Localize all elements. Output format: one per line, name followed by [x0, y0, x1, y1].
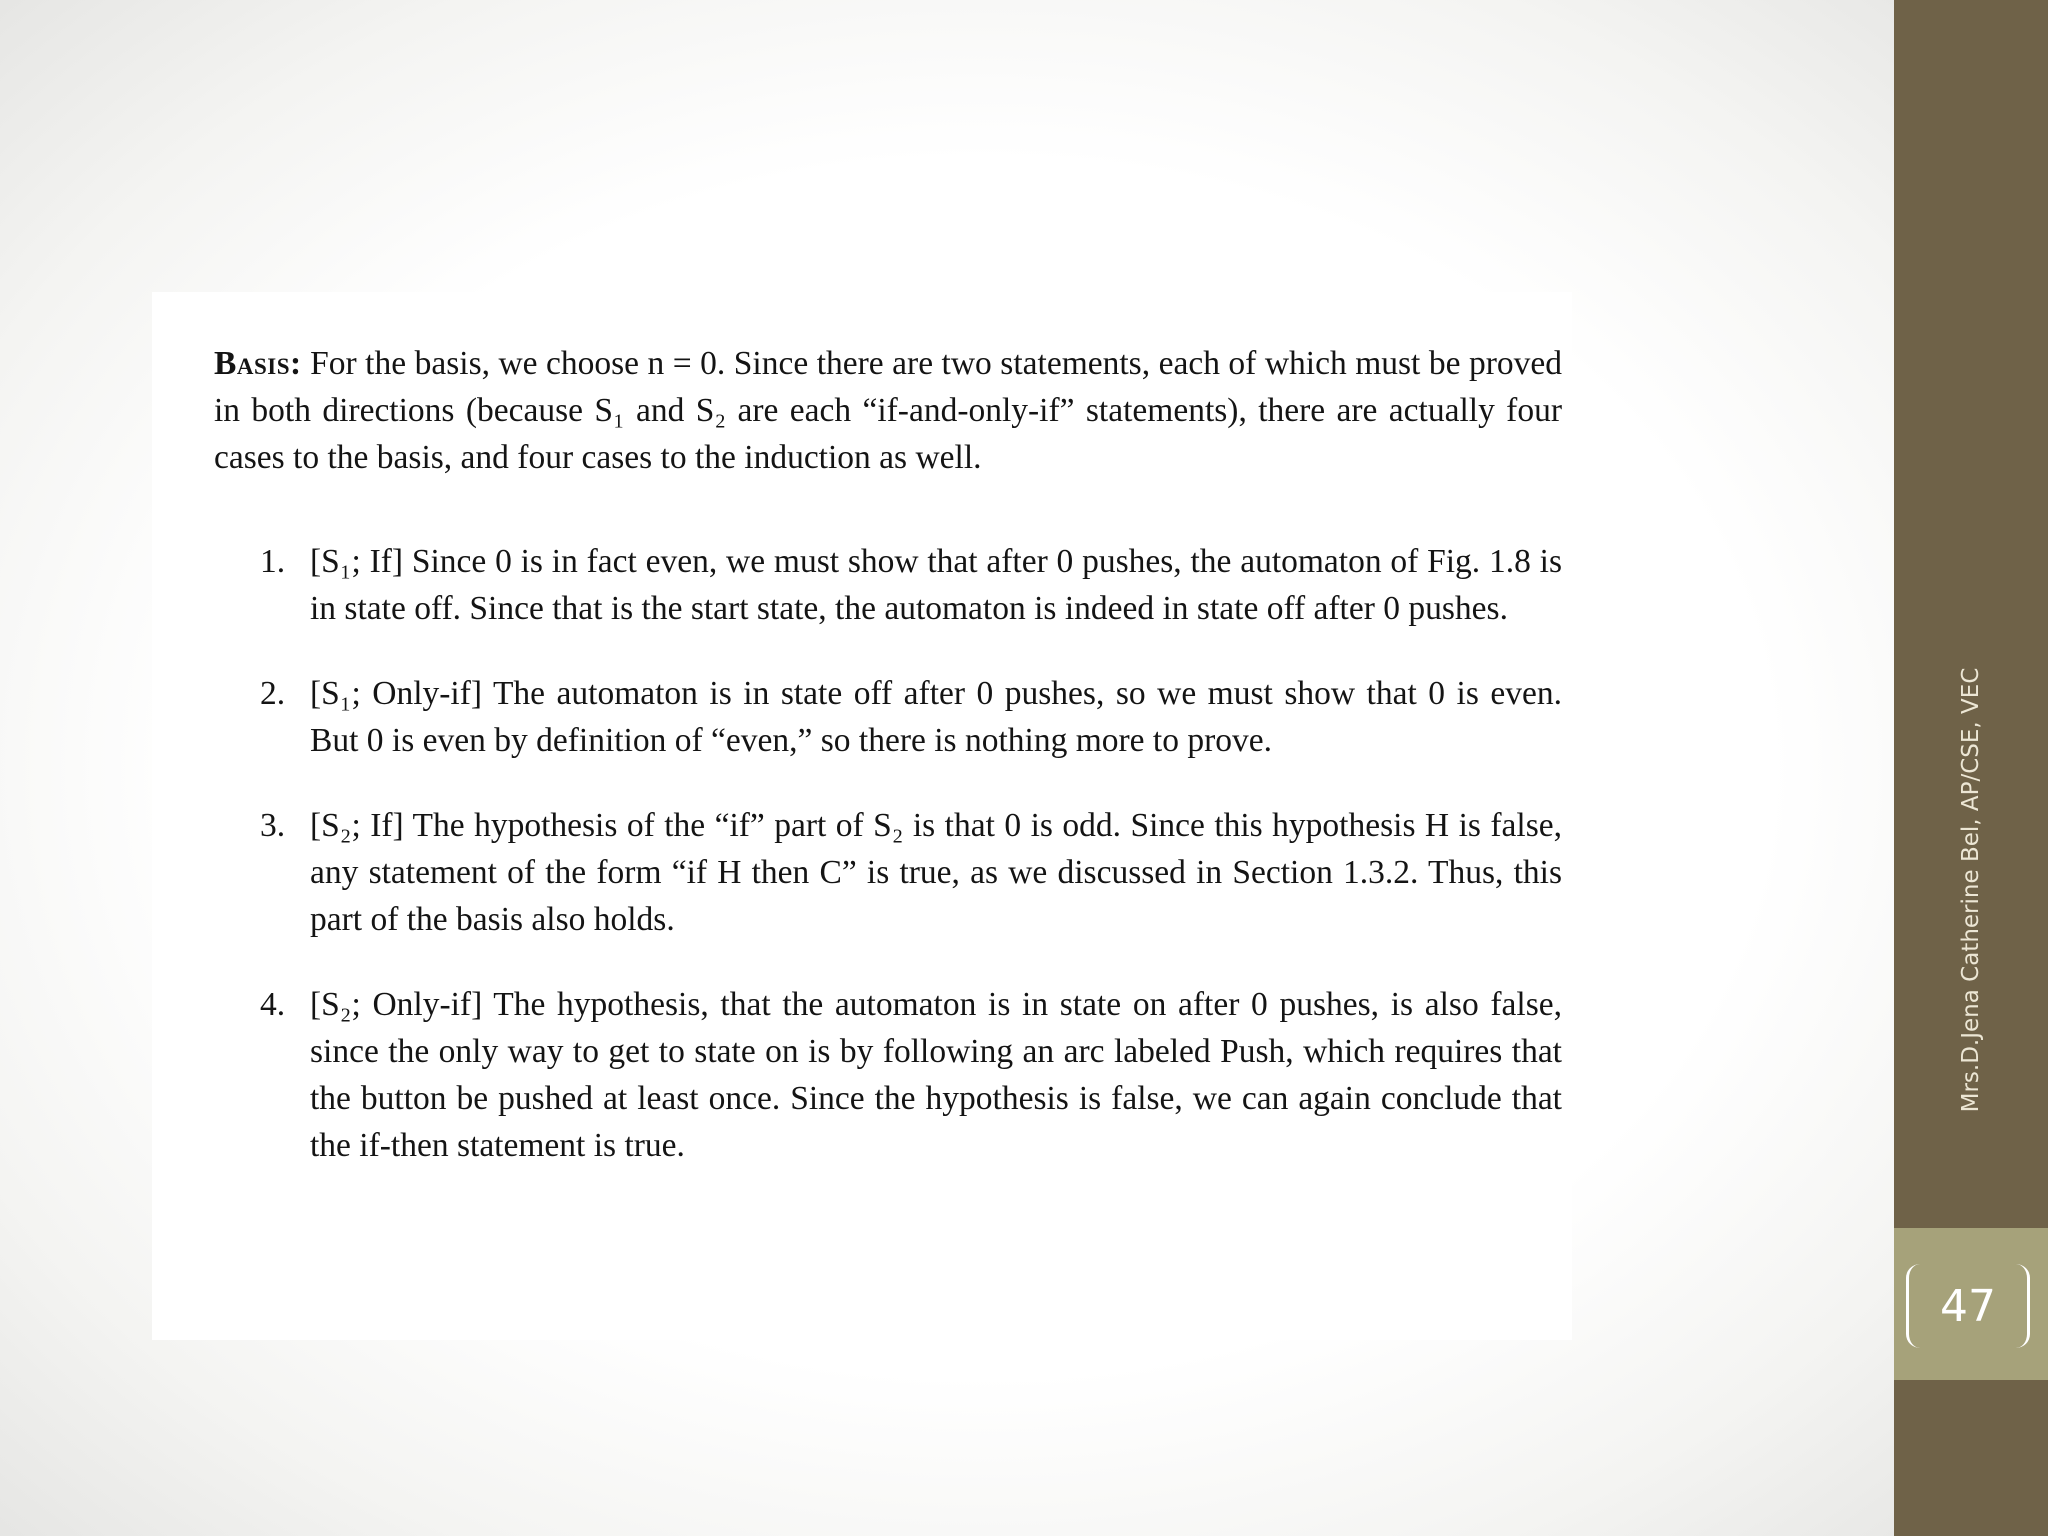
basis-heading: Basis: [214, 344, 302, 382]
case-item-2 [260, 670, 1562, 764]
case-text: [S₁; If] Since 0 is in fact even, we must show that after 0 pushes, the automaton of Fig. 1.8 is in state off. Since that is the start state, the automaton is indeed in state off after 0 pushes. [310, 543, 1562, 627]
case-number: 3. [260, 807, 286, 844]
basis-case-list [260, 538, 1562, 1169]
case-number: 4. [260, 986, 286, 1023]
case-number: 1. [260, 543, 286, 580]
case-text: [S₂; Only-if] The hypothesis, that the automaton is in state on after 0 pushes, is also false, since the only way to get to state on is by following an arc labeled Push, which requires that the button be pushed at least once. Since the hypothesis is false, we can again conclude that the if-then statement is true. [310, 986, 1562, 1164]
page-number: 47 [1940, 1280, 1996, 1332]
basis-text: For the basis, we choose n = 0. Since there are two statements, each of which must be proved in both directions (because S₁ and S₂ are each “if-and-only-if” statements), there are actually four cases to the basis, and four cases to the induction as well. [214, 344, 1562, 476]
page-number-bracket [1906, 1264, 2030, 1348]
case-item-1 [260, 538, 1562, 632]
case-text: [S₁; Only-if] The automaton is in state off after 0 pushes, so we must show that 0 is even. But 0 is even by definition of “even,” so there is nothing more to prove. [310, 675, 1562, 759]
case-number: 2. [260, 675, 286, 712]
case-item-4 [260, 981, 1562, 1169]
author-credit: Mrs.D.Jena Catherine Bel, AP/CSE, VEC [1958, 667, 1984, 1113]
textbook-excerpt [152, 292, 1572, 1340]
basis-paragraph [214, 340, 1562, 481]
page-number-band [1894, 1228, 2048, 1380]
author-area [1894, 540, 2048, 1240]
case-text: [S₂; If] The hypothesis of the “if” part of S₂ is that 0 is odd. Since this hypothesis H is false, any statement of the form “if H then C” is true, as we discussed in Section 1.3.2. Thus, this part of the basis also holds. [310, 807, 1562, 938]
case-item-3 [260, 802, 1562, 943]
